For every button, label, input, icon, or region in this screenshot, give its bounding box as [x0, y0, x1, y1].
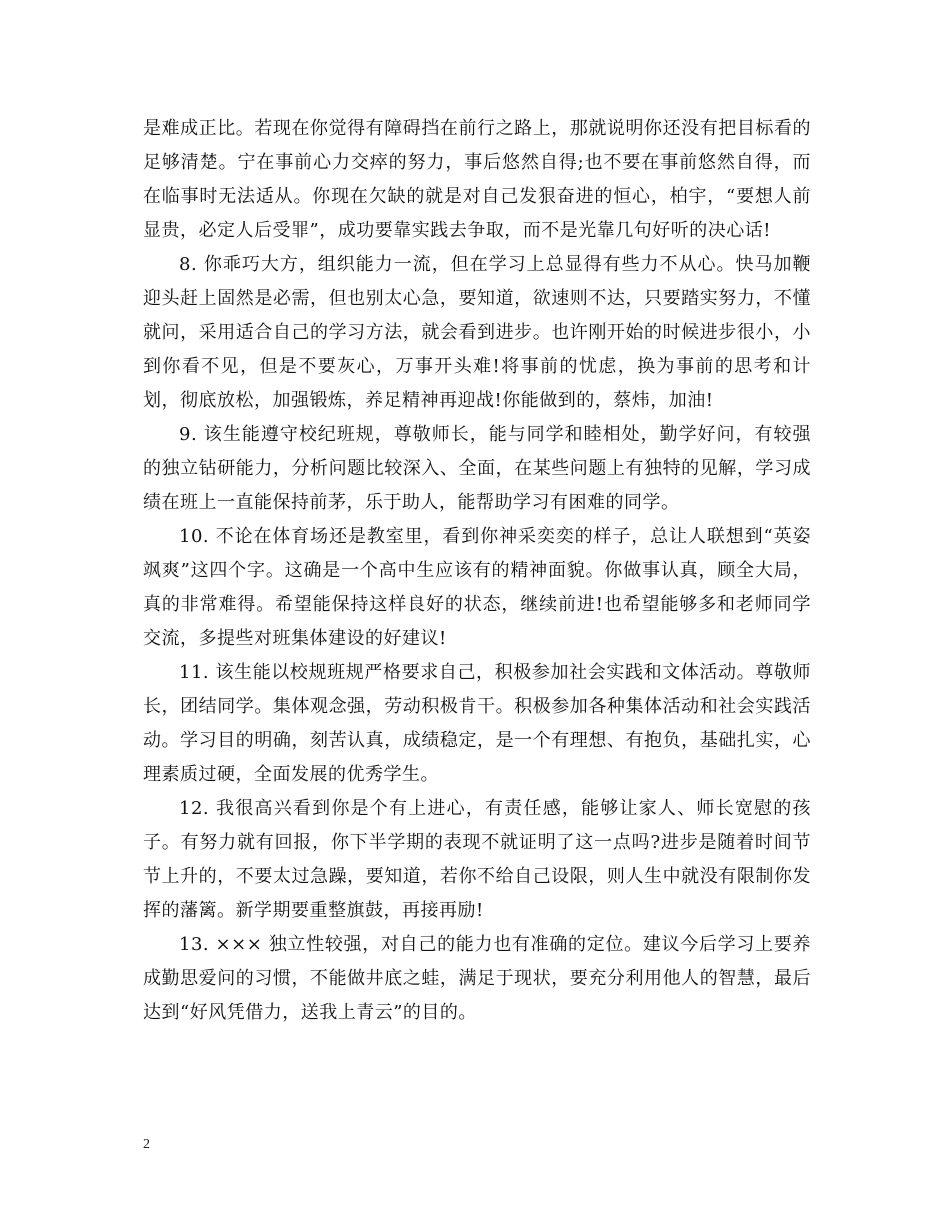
paragraph-continuation: 是难成正比。若现在你觉得有障碍挡在前行之路上，那就说明你还没有把目标看的足够清楚。宁在事前心力交瘁的努力，事后悠然自得;也不要在事前悠然自得，而在临事时无法适从。你现在欠缺的就是对自己发狠奋进的恒心，柏宇，“要想人前显贵，必定人后受罪”，成功要靠实践去争取，而不是光靠几句好听的决心话! [143, 118, 811, 241]
page-number: 2 [143, 1137, 150, 1152]
paragraph-item-12: 12. 我很高兴看到你是个有上进心，有责任感，能够让家人、师长宽慰的孩子。有努力就有回报，你下半学期的表现不就证明了这一点吗?进步是随着时间节节上升的，不要太过急躁，要知道，若你不给自己设限，则人生中就没有限制你发挥的藩篱。新学期要重整旗鼓，再接再励! [143, 798, 811, 921]
paragraph-item-9: 9. 该生能遵守校纪班规，尊敬师长，能与同学和睦相处，勤学好问，有较强的独立钻研能力，分析问题比较深入、全面，在某些问题上有独特的见解，学习成绩在班上一直能保持前茅，乐于助人，能帮助学习有困难的同学。 [143, 424, 811, 513]
paragraph-item-8: 8. 你乖巧大方，组织能力一流，但在学习上总显得有些力不从心。快马加鞭迎头赶上固然是必需，但也别太心急，要知道，欲速则不达，只要踏实努力，不懂就问，采用适合自己的学习方法，就会看到进步。也许刚开始的时候进步很小，小到你看不见，但是不要灰心，万事开头难!将事前的忧虑，换为事前的思考和计划，彻底放松，加强锻炼，养足精神再迎战!你能做到的，蔡炜，加油! [143, 254, 811, 411]
paragraph-item-10: 10. 不论在体育场还是教室里，看到你神采奕奕的样子，总让人联想到“英姿飒爽”这四个字。这确是一个高中生应该有的精神面貌。你做事认真，顾全大局，真的非常难得。希望能保持这样良好的状态，继续前进!也希望能够多和老师同学交流，多提些对班集体建设的好建议! [143, 526, 811, 649]
paragraph-item-13: 13. ××× 独立性较强，对自己的能力也有准确的定位。建议今后学习上要养成勤思爱问的习惯，不能做井底之蛙，满足于现状，要充分利用他人的智慧，最后达到“好风凭借力，送我上青云”的目的。 [143, 934, 811, 1023]
document-body [143, 112, 811, 1030]
paragraph-item-11: 11. 该生能以校规班规严格要求自己，积极参加社会实践和文体活动。尊敬师长，团结同学。集体观念强，劳动积极肯干。积极参加各种集体活动和社会实践活动。学习目的明确，刻苦认真，成绩稳定，是一个有理想、有抱负，基础扎实，心理素质过硬，全面发展的优秀学生。 [143, 662, 811, 785]
